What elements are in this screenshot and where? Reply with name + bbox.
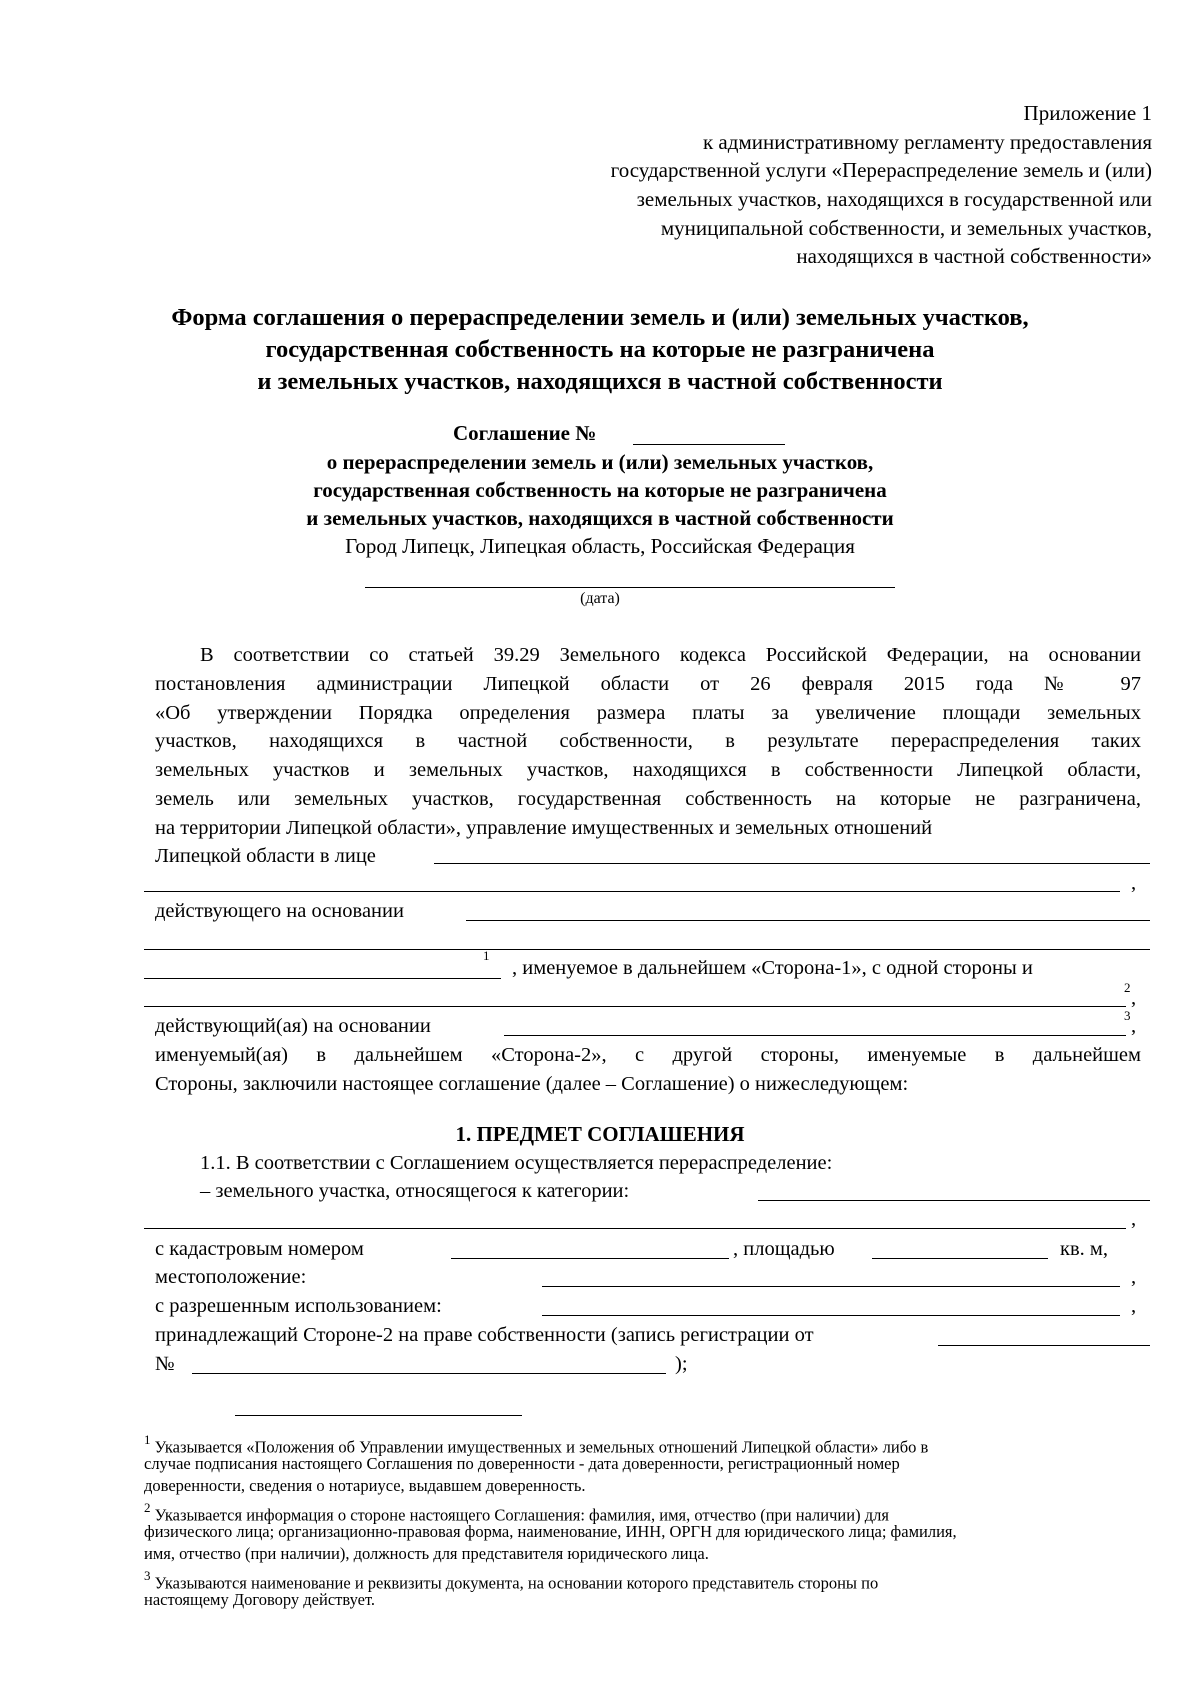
location-label: местоположение:	[155, 1266, 307, 1288]
area-label: , площадью	[733, 1238, 835, 1260]
concluded-text: Стороны, заключили настоящее соглашение (далее – Соглашение) о нижеследующем:	[155, 1073, 909, 1095]
footnote-text: настоящему Договору действует.	[144, 1590, 376, 1609]
preamble-line: земель или земельных участков, государственная собственность на которые не разграничена,	[155, 788, 1141, 810]
registration-date-field[interactable]	[938, 1345, 1150, 1346]
agreement-place: Город Липецк, Липецкая область, Российская Федерация	[345, 534, 855, 558]
comma: ,	[1131, 987, 1137, 1009]
representative-field[interactable]	[434, 863, 1150, 864]
footnote-separator	[235, 1415, 522, 1416]
area-unit: кв. м,	[1060, 1238, 1108, 1260]
footnote-text: Указывается информация о стороне настоящего Соглашения: фамилия, имя, отчество (при наличии) для	[154, 1505, 889, 1525]
footnote-text: имя, отчество (при наличии), должность для представителя юридического лица.	[144, 1544, 709, 1563]
footnote-mark: 3	[144, 1568, 151, 1583]
form-title-line: государственная собственность на которые не разграничена	[265, 336, 935, 363]
area-field[interactable]	[872, 1258, 1048, 1259]
location-field[interactable]	[542, 1286, 1120, 1287]
section1-heading: 1. ПРЕДМЕТ СОГЛАШЕНИЯ	[455, 1122, 745, 1146]
closing-bracket: );	[675, 1353, 688, 1375]
footnote-text: физического лица; организационно-правовая форма, наименование, ИНН, ОРГН для юридического лица; фамилия,	[144, 1522, 957, 1541]
land-category-field[interactable]	[758, 1200, 1150, 1201]
preamble-line: земельных участков и земельных участков, находящихся в собственности Липецкой области,	[155, 759, 1141, 781]
named-party2: именуемый(ая) в дальнейшем «Сторона-2», с другой стороны, именуемые в дальнейшем	[155, 1044, 1141, 1066]
preamble-line: постановления администрации Липецкой области от 26 февраля 2015 года № 97	[155, 673, 1141, 695]
preamble-line: на территории Липецкой области», управление имущественных и земельных отношений	[155, 817, 933, 839]
representative-field-continued[interactable]	[144, 891, 1120, 892]
appendix-line: государственной услуги «Перераспределение земель и (или)	[610, 158, 1152, 182]
party2-field[interactable]	[144, 1006, 1126, 1007]
acting-basis-label: действующего на основании	[155, 900, 404, 922]
section1-item-land: – земельного участка, относящегося к категории:	[200, 1180, 630, 1202]
number-sign: №	[155, 1353, 175, 1375]
agreement-subtitle-line: о перераспределении земель и (или) земельных участков,	[326, 450, 874, 474]
footnote-mark: 2	[144, 1500, 151, 1515]
form-title-line: Форма соглашения о перераспределении земель и (или) земельных участков,	[171, 304, 1029, 331]
footnote-text: Указывается «Положения об Управлении имущественных и земельных отношений Липецкой области» либо в	[154, 1437, 929, 1457]
acting-basis-field[interactable]	[466, 920, 1150, 921]
agreement-number-label: Соглашение №	[453, 421, 597, 445]
agreement-subtitle-line: и земельных участков, находящихся в частной собственности	[306, 506, 894, 530]
agreement-number-field[interactable]	[633, 444, 785, 445]
comma: ,	[1131, 1266, 1137, 1288]
footnote-mark: 2	[1124, 980, 1131, 995]
comma: ,	[1131, 1015, 1137, 1037]
preamble-in-person: Липецкой области в лице	[155, 845, 376, 867]
land-category-field-continued[interactable]	[144, 1228, 1126, 1229]
date-caption: (дата)	[580, 590, 620, 607]
agreement-subtitle-line: государственная собственность на которые не разграничена	[313, 478, 887, 502]
section1-p1: 1.1. В соответствии с Соглашением осуществляется перераспределение:	[200, 1152, 833, 1174]
preamble-line: участков, находящихся в частной собственности, в результате перераспределения таких	[155, 730, 1141, 752]
appendix-line: муниципальной собственности, и земельных участков,	[660, 216, 1152, 240]
permitted-use-label: с разрешенным использованием:	[155, 1295, 442, 1317]
comma: ,	[1131, 1208, 1137, 1230]
comma: ,	[1131, 872, 1137, 894]
preamble-line: В соответствии со статьей 39.29 Земельного кодекса Российской Федерации, на основании	[200, 644, 1141, 666]
appendix-line: Приложение 1	[1023, 101, 1152, 125]
comma: ,	[1131, 1295, 1137, 1317]
cadastral-field[interactable]	[451, 1258, 729, 1259]
appendix-line: к административному регламенту предоставления	[702, 130, 1152, 154]
footnote-text: доверенности, сведения о нотариусе, выдавшем доверенность.	[144, 1476, 586, 1495]
registration-number-field[interactable]	[192, 1373, 666, 1374]
footnote-mark: 1	[144, 1432, 151, 1447]
date-field[interactable]	[365, 587, 895, 588]
appendix-line: земельных участков, находящихся в государственной или	[636, 187, 1152, 211]
acting-basis2-field[interactable]	[504, 1035, 1126, 1036]
ownership-text: принадлежащий Стороне-2 на праве собственности (запись регистрации от	[155, 1324, 814, 1346]
acting-basis2-label: действующий(ая) на основании	[155, 1015, 431, 1037]
party1-field[interactable]	[144, 949, 1150, 950]
form-title-line: и земельных участков, находящихся в частной собственности	[257, 368, 943, 395]
named-party1: , именуемое в дальнейшем «Сторона-1», с одной стороны и	[512, 957, 1033, 979]
appendix-line: находящихся в частной собственности»	[796, 244, 1152, 268]
preamble-line: «Об утверждении Порядка определения размера платы за увеличение площади земельных	[155, 702, 1141, 724]
footnote-text: случае подписания настоящего Соглашения по доверенности - дата доверенности, регистрационный номер	[144, 1454, 900, 1473]
footnote-mark: 3	[1124, 1008, 1131, 1023]
permitted-use-field[interactable]	[542, 1315, 1120, 1316]
cadastral-label: с кадастровым номером	[155, 1238, 364, 1260]
footnote-text: Указываются наименование и реквизиты документа, на основании которого представитель стороны по	[154, 1573, 879, 1593]
footnote-mark: 1	[483, 948, 490, 963]
party1-field-continued[interactable]	[144, 978, 501, 979]
